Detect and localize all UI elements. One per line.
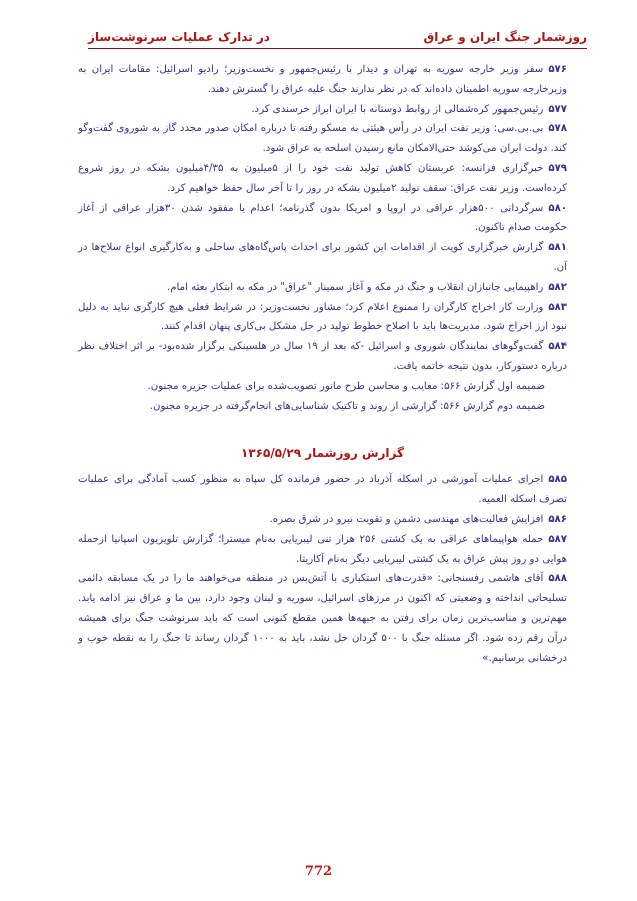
entry-text: آقای هاشمی رفسنجانی: «قدرت‌های استکباری با آتش‌بس در منطقه می‌خواهند ما را در یک مسابقه دائمی تسلیحاتی انداخته و وضعیتی که اکنون در مرزهای اسرائیل، سوریه و لبنان وجود دارد، بین ما و عراق نیز ادامه یابد. مهم‌ترین و مناسب‌ترین زمان برای رفتن به جبهه‌ها همین مقطع کنونی است که باید سرنوشت جنگ برای همیشه درآن رقم زده شود. اگر مسئله جنگ با ۵۰۰ گردان حل نشد، باید به ۱۰۰۰ گردان رساند تا جنگ را به نقطه خوب و درخشانی برسانیم.» bbox=[78, 573, 568, 664]
entry-number: ۵۷۶ bbox=[548, 64, 567, 75]
entry-number: ۵۸۲ bbox=[548, 281, 567, 293]
entry-582 bbox=[78, 278, 567, 298]
entry-text: بی.بی.سی: وزیر نفت ایران در رأس هیئتی به مسکو رفته تا درباره امکان صدور مجدد گاز به شوروی گفت‌وگو کند. دولت ایران می‌کوشد حتی‌الامکان مانع رسیدن اسلحه به عراق شود. bbox=[78, 123, 567, 155]
entry-578 bbox=[78, 119, 567, 159]
entry-number: ۵۸۷ bbox=[548, 533, 567, 545]
entry-number: ۵۸۸ bbox=[548, 573, 567, 585]
entry-584 bbox=[78, 337, 567, 377]
entry-text: خبرگزاری فرانسه: عربستان کاهش تولید نفت خود را از ۵میلیون به ۴/۳۵میلیون بشکه در روز شروع کرده‌است. وزیر نفت عراق: سقف تولید ۲میلیون بشکه در روز را تا آخر سال حفظ خواهیم کرد. bbox=[78, 162, 567, 194]
entry-number: ۵۸۶ bbox=[548, 513, 567, 525]
appendix-first: ضمیمه اول گزارش ۵۶۶: معایب و محاسن طرح مانور تصویب‌شده برای عملیات جزیره مجنون. bbox=[147, 380, 545, 392]
entry-text: سرگردانی ۵۰۰هزار عراقی در اروپا و امریکا بدون گذرنامه؛ اعدام یا مفقود شدن ۳۰هزار عراقی از آغاز حکومت صدام تاکنون. bbox=[78, 202, 567, 234]
entry-581 bbox=[78, 238, 567, 278]
entry-number: ۵۸۰ bbox=[548, 202, 568, 214]
page-header bbox=[88, 18, 587, 49]
report-date-title: گزارش روزشمار ۱۳۶۵/۵/۲۹ bbox=[241, 446, 404, 461]
entry-number: ۵۷۸ bbox=[548, 123, 567, 135]
entry-number: ۵۸۳ bbox=[548, 301, 567, 313]
entry-text: اجرای عملیات آموزشی در اسکله آذرباد در حضور فرمانده کل سپاه به منظور کسب آمادگی برای عملیات تصرف اسکله العمیه. bbox=[78, 474, 567, 506]
entry-579 bbox=[78, 159, 567, 199]
entry-576 bbox=[78, 60, 567, 100]
entry-number: ۵۷۷ bbox=[548, 103, 567, 115]
entry-585 bbox=[78, 470, 567, 510]
entry-587 bbox=[78, 530, 567, 570]
entry-text: وزارت کار اخراج کارگران را ممنوع اعلام کرد؛ مشاور نخست‌وزیر: در شرایط فعلی هیچ کارگری نباید به دلیل نبود ارز اخراج شود. مدیریت‌ها باید با اصلاح خطوط تولید در حل مشکل بی‌کاری پنهان اقدام کنند. bbox=[78, 301, 567, 333]
entry-577 bbox=[78, 100, 567, 120]
appendix-second: ضمیمه دوم گزارش ۵۶۶: گزارشی از روند و تاکتیک شناسایی‌های انجام‌گرفته در جزیره مجنون. bbox=[149, 400, 545, 412]
entry-586 bbox=[78, 510, 567, 530]
page-content bbox=[78, 60, 567, 668]
entry-583 bbox=[78, 298, 567, 338]
entry-text: افزایش فعالیت‌های مهندسی دشمن و تقویت نیرو در شرق بصره. bbox=[269, 513, 544, 525]
entry-text: رئیس‌جمهور کره‌شمالی از روابط دوستانه با ایران ابراز خرسندی کرد. bbox=[251, 103, 544, 115]
entry-text: سفر وزیر خارجه سوریه به تهران و دیدار با رئیس‌جمهور و نخست‌وزیر؛ رادیو اسرائیل: مقامات ایران به وزیرخارجه سوریه اطمینان داده‌اند که در نظر ندارند جنگ علیه عراق را گسترش دهند. bbox=[78, 64, 567, 95]
entry-number: ۵۷۹ bbox=[548, 162, 568, 174]
header-chapter-title: در تدارک عملیات سرنوشت‌ساز bbox=[88, 30, 270, 44]
header-book-title: روزشمار جنگ ایران و عراق bbox=[423, 30, 587, 44]
entry-number: ۵۸۱ bbox=[548, 242, 567, 254]
entry-number: ۵۸۴ bbox=[548, 341, 567, 353]
entry-text: گزارش خبرگزاری کویت از اقدامات این کشور برای احداث پاس‌گاه‌های ساحلی و به‌کارگیری انواع سلاح‌ها در آن. bbox=[78, 242, 567, 273]
entry-text: راهپیمایی جانبازان انقلاب و جنگ در مکه و آغاز سمینار "عراق" در مکه به ابتکار بعثه امام. bbox=[166, 281, 544, 293]
entry-text: گفت‌وگوهای نمایندگان شوروی و اسرائیل -که بعد از ۱۹ سال در هلسینکی برگزار شده‌بود- بر اثر اختلاف نظر درباره دستورکار، بدون نتیجه خاتمه یافت. bbox=[78, 341, 567, 372]
entry-580 bbox=[78, 199, 567, 239]
entry-number: ۵۸۵ bbox=[548, 474, 567, 486]
entry-text: حمله هواپیماهای عراقی به یک کشتی ۲۵۶ هزار تنی لیبریایی به‌نام میسترا؛ گزارش تلویزیون اسپانیا ازحمله هوایی دو روز پیش عراق به یک کشتی لیبریایی دیگر به‌نام آکاریتا. bbox=[78, 533, 567, 565]
page-number: 772 bbox=[304, 864, 333, 879]
entry-588 bbox=[78, 569, 567, 668]
